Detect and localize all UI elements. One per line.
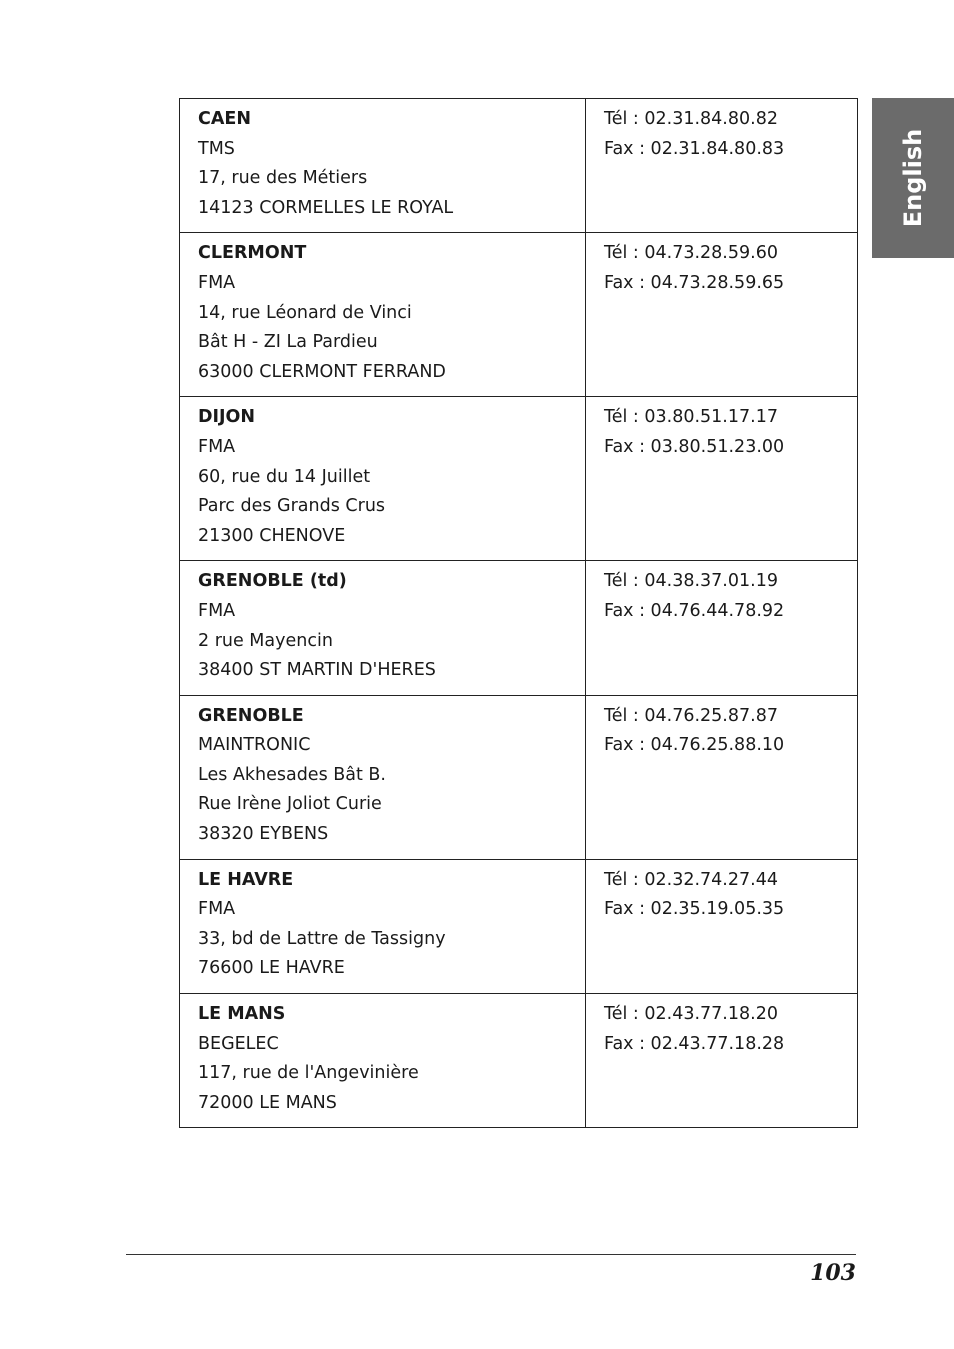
table-row: [180, 561, 858, 695]
city-name: GRENOBLE (td): [198, 571, 347, 592]
company-name: FMA: [198, 600, 236, 621]
footer-divider: [126, 1254, 856, 1255]
address-cell: [180, 99, 586, 233]
fax: Fax : 02.35.19.05.35: [604, 899, 785, 920]
address-line: 38400 ST MARTIN D'HERES: [198, 660, 436, 681]
address-line: 14123 CORMELLES LE ROYAL: [198, 197, 454, 218]
telephone: Tél : 04.38.37.01.19: [604, 571, 778, 592]
address-cell: [180, 233, 586, 397]
telephone: Tél : 02.43.77.18.20: [604, 1004, 778, 1025]
address-line: 72000 LE MANS: [198, 1092, 337, 1113]
address-cell: [180, 695, 586, 859]
telephone: Tél : 02.31.84.80.82: [604, 109, 778, 129]
fax: Fax : 04.76.25.88.10: [604, 735, 785, 756]
contact-cell: [586, 233, 858, 397]
address-cell: [180, 859, 586, 993]
address-cell: [180, 561, 586, 695]
fax: Fax : 03.80.51.23.00: [604, 436, 785, 457]
fax: Fax : 02.31.84.80.83: [604, 138, 785, 159]
address-line: Rue Irène Joliot Curie: [198, 794, 382, 815]
address-line: 33, bd de Lattre de Tassigny: [198, 928, 446, 949]
contact-cell: [586, 397, 858, 561]
address-cell: [180, 397, 586, 561]
address-line: 76600 LE HAVRE: [198, 958, 345, 979]
contact-cell: [586, 695, 858, 859]
city-name: DIJON: [198, 407, 256, 428]
fax: Fax : 04.76.44.78.92: [604, 600, 785, 621]
table-row: [180, 859, 858, 993]
contact-cell: [586, 859, 858, 993]
city-name: LE HAVRE: [198, 869, 294, 890]
city-name: CAEN: [198, 109, 251, 129]
address-line: 14, rue Léonard de Vinci: [198, 302, 412, 323]
contact-cell: [586, 99, 858, 233]
contact-cell: [586, 561, 858, 695]
address-line: 21300 CHENOVE: [198, 525, 346, 546]
address-line: 17, rue des Métiers: [198, 168, 368, 189]
table-row: [180, 233, 858, 397]
address-line: 63000 CLERMONT FERRAND: [198, 361, 446, 382]
language-tab: [872, 98, 954, 258]
fax: Fax : 02.43.77.18.28: [604, 1033, 785, 1054]
address-line: 2 rue Mayencin: [198, 630, 333, 651]
address-line: Bât H - ZI La Pardieu: [198, 332, 378, 353]
company-name: TMS: [198, 138, 235, 159]
company-name: BEGELEC: [198, 1033, 279, 1054]
dealer-table-body: [180, 99, 858, 1128]
address-line: 38320 EYBENS: [198, 824, 329, 845]
telephone: Tél : 02.32.74.27.44: [604, 869, 778, 890]
fax: Fax : 04.73.28.59.65: [604, 272, 785, 293]
telephone: Tél : 04.76.25.87.87: [604, 705, 778, 726]
company-name: MAINTRONIC: [198, 735, 311, 756]
company-name: FMA: [198, 272, 236, 293]
address-cell: [180, 994, 586, 1128]
language-tab-label: English: [899, 128, 927, 228]
table-row: [180, 695, 858, 859]
dealer-table: [179, 98, 858, 1128]
table-row: [180, 99, 858, 233]
city-name: GRENOBLE: [198, 705, 304, 726]
company-name: FMA: [198, 436, 236, 457]
telephone: Tél : 04.73.28.59.60: [604, 243, 778, 264]
table-row: [180, 397, 858, 561]
table-row: [180, 994, 858, 1128]
contact-cell: [586, 994, 858, 1128]
city-name: LE MANS: [198, 1004, 286, 1025]
address-line: Les Akhesades Bât B.: [198, 764, 386, 785]
city-name: CLERMONT: [198, 243, 307, 264]
address-line: 117, rue de l'Angevinière: [198, 1063, 419, 1084]
company-name: FMA: [198, 899, 236, 920]
address-line: 60, rue du 14 Juillet: [198, 466, 371, 487]
page-number: 103: [810, 1260, 856, 1286]
telephone: Tél : 03.80.51.17.17: [604, 407, 778, 428]
address-line: Parc des Grands Crus: [198, 496, 386, 517]
